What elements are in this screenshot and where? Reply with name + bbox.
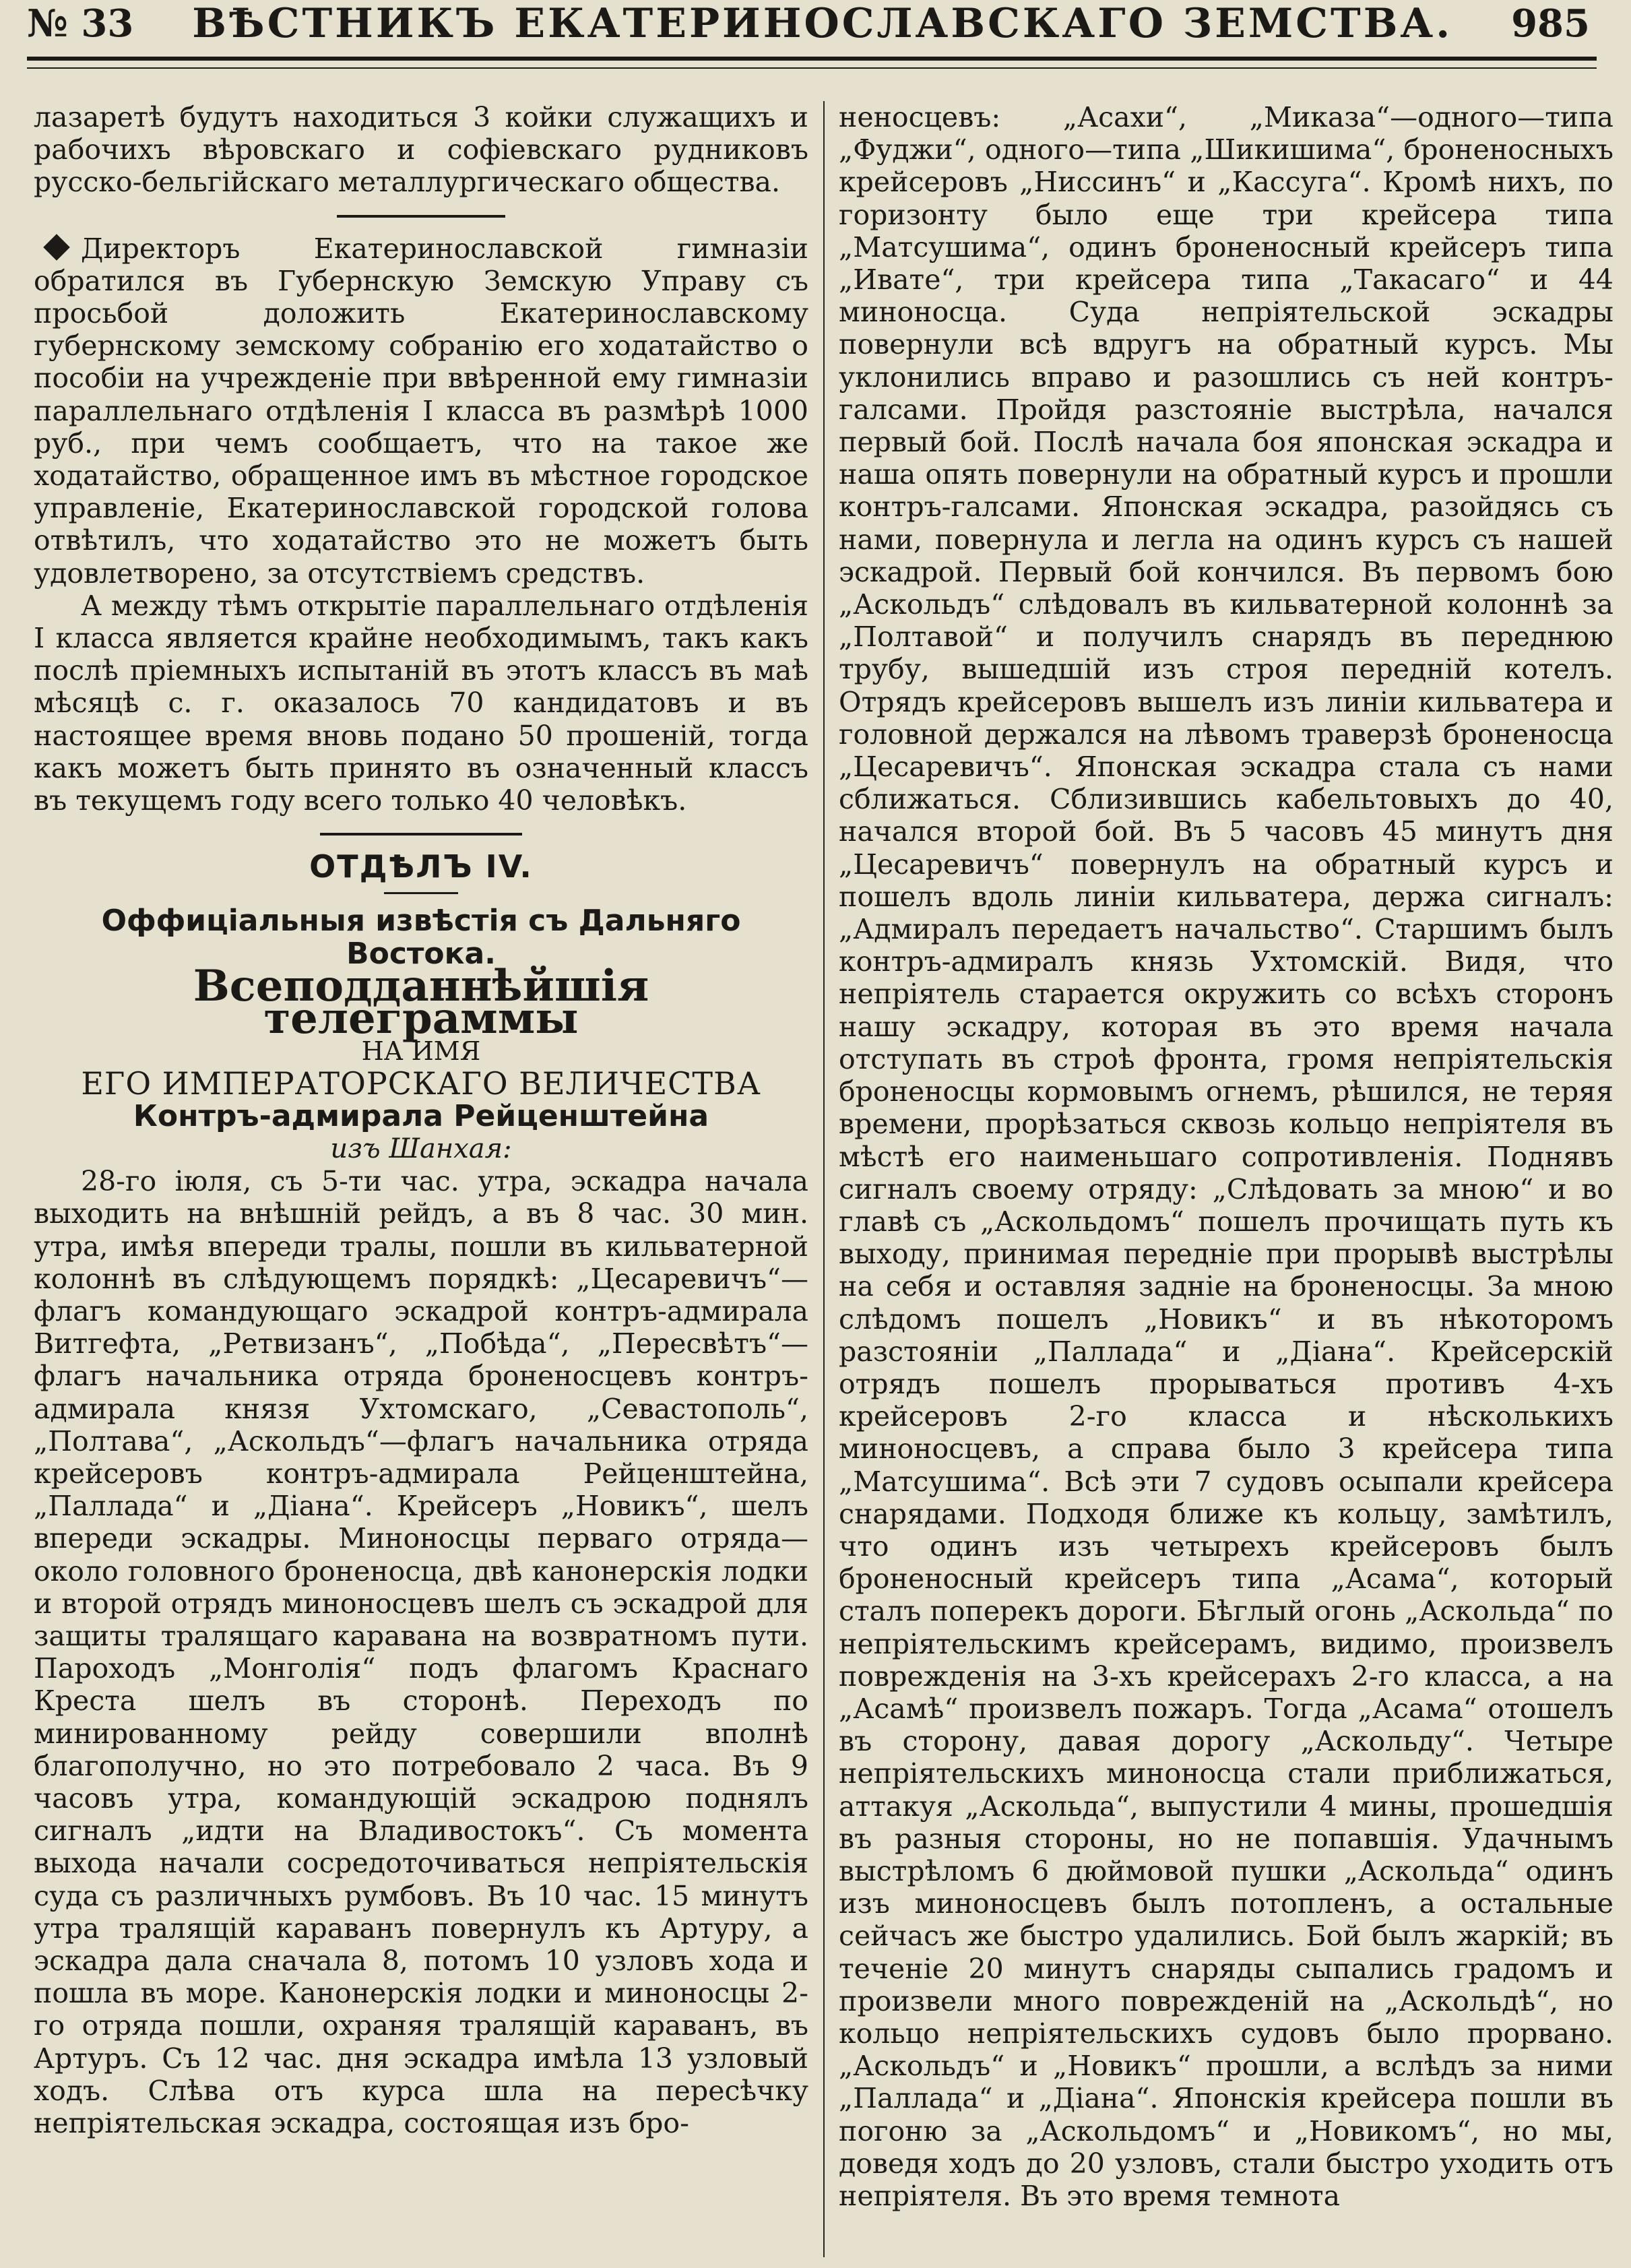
right-column xyxy=(839,101,1613,2212)
section-title: ОТДѢЛЪ IV. xyxy=(309,848,533,885)
title-line: НА ИМЯ xyxy=(361,1036,481,1067)
header-rule-thin xyxy=(27,67,1597,69)
paragraph: неносцевъ: „Асахи“, „Миказа“—одного—типа „Фуджи“, одного—типа „Шикишима“, броненосныхъ крейсеровъ „Ниссинъ“ и „Кассуга“. Кромѣ нихъ, по горизонту было еще три крейсера типа „Матсушима“, одинъ броненосный крейсеръ типа „Ивате“, три крейсера типа „Такасаго“ и 44 миноносца. Суда непріятельской эскадры повернули всѣ вдругъ на обратный курсъ. Мы уклонились вправо и разошлись съ ней контръ-галсами. Пройдя разстояніе выстрѣла, начался первый бой. Послѣ начала боя японская эскадра и наша опять повернули на обратный курсъ и прошли контръ-галсами. Японская эскадра, разойдясь съ нами, повернула и легла на одинъ курсъ съ нашей эскадрой. Первый бой кончился. Въ первомъ бою „Аскольдъ“ слѣдовалъ въ кильватерной колоннѣ за „Полтавой“ и получилъ снарядъ въ переднюю трубу, вышедшій изъ строя передній котелъ. Отрядъ крейсеровъ вышелъ изъ линіи кильватера и головной держался на лѣвомъ траверзѣ броненосца „Цесаревичъ“. Японская эскадра стала съ нами сближаться. Сблизившись кабельтовыхъ до 40, начался второй бой. Въ 5 часовъ 45 минутъ дня „Цесаревичъ“ повернулъ на обратный курсъ и пошелъ вдоль линіи кильватера, держа сигналъ: „Адмиралъ передаетъ начальство“. Старшимъ былъ контръ-адмиралъ князь Ухтомскій. Видя, что непріятель старается окружить со всѣхъ сторонъ нашу эскадру, которая въ это время начала отступать въ строѣ фронта, громя непріятельскія броненосцы кормовымъ огнемъ, рѣшился, не теряя времени, прорѣзаться сквозь кольцо непріятеля въ мѣстѣ его наименьшаго сопротивленія. Поднявъ сигналъ своему отряду: „Слѣдовать за мною“ и во главѣ съ „Аскольдомъ“ пошелъ прочищать путь къ выходу, принимая переднiе при прорывѣ выстрѣлы на себя и оставляя заднiе на броненосцы. За мною слѣдомъ пошелъ „Новикъ“ и въ нѣкоторомъ разстояніи „Паллада“ и „Діана“. Крейсерскій отрядъ пошелъ прорываться противъ 4-хъ крейсеровъ 2-го класса и нѣсколькихъ миноносцевъ, а справа было 3 крейсера типа „Матсушима“. Всѣ эти 7 судовъ осыпали крейсера снарядами. Подходя ближе къ кольцу, замѣтилъ, что одинъ изъ четырехъ крейсеровъ былъ броненосный крейсеръ типа „Асама“, который сталъ поперекъ дороги. Бѣглый огонь „Аскольда“ по непріятельскимъ крейсерамъ, видимо, произвелъ поврежденія на 3-хъ крейсерахъ 2-го класса, а на „Асамѣ“ произвелъ пожаръ. Тогда „Асама“ отошелъ въ сторону, давая дорогу „Аскольду“. Четыре непріятельскихъ миноносца стали приближаться, аттакуя „Аскольда“, выпустили 4 мины, прошедшія въ разныя стороны, но не попавшія. Удачнымъ выстрѣломъ 6 дюймовой пушки „Аскольда“ одинъ изъ миноносцевъ былъ потопленъ, а остальные сейчасъ же быстро удалились. Бой былъ жаркій; въ теченіе 20 минутъ снаряды сыпались градомъ и произвели много поврежденій на „Аскольдѣ“, но кольцо непріятельскихъ судовъ было прорвано. „Аскольдъ“ и „Новикъ“ прошли, а вслѣдъ за ними „Паллада“ и „Діана“. Японскія крейсера пошли въ погоню за „Аскольдомъ“ и „Новикомъ“, но мы, доведя ходъ до 20 узловъ, стали быстро уходить отъ непріятеля. Въ это время темнота xyxy=(839,101,1613,2212)
page-number: 985 xyxy=(1511,1,1590,46)
paragraph-text: Директоръ Екатеринославской гимназіи обратился въ Губернскую Земскую Управу съ просьбой доложить Екатеринославскому губернскому земскому собранію его ходатайство о пособіи на учрежденіе при ввѣренной ему гимназіи параллельнаго отдѣленія I класса въ размѣрѣ 1000 руб., при чемъ сообщаетъ, что на такое же ходатайство, обращенное имъ въ мѣстное городское управленіе, Екатеринославской городской голова отвѣтилъ, что ходатайство это не можетъ быть удовлетворено, за отсутствіемъ средствъ. xyxy=(34,232,808,590)
paragraph xyxy=(34,232,808,590)
author-line: Контръ-адмирала Рейценштейна xyxy=(133,1098,709,1133)
paragraph: лазаретѣ будутъ находиться 3 койки служащихъ и рабочихъ вѣровскаго и софіевскаго рудниковъ русско-бельгійскаго металлургическаго общества. xyxy=(34,101,808,199)
left-column xyxy=(34,101,808,2139)
issue-number: № 33 xyxy=(27,1,134,46)
column-divider xyxy=(823,101,825,2257)
origin-line: изъ Шанхая: xyxy=(330,1133,512,1164)
page-header xyxy=(27,0,1590,47)
title-line: ЕГО ИМПЕРАТОРСКАГО ВЕЛИЧЕСТВА xyxy=(81,1065,761,1102)
diamond-bullet-icon xyxy=(43,234,70,261)
header-rule xyxy=(27,57,1597,61)
publication-title: ВѢСТНИКЪ ЕКАТЕРИНОСЛАВСКАГО ЗЕМСТВА. xyxy=(192,0,1453,47)
divider xyxy=(320,833,522,836)
paragraph: А между тѣмъ открытіе параллельнаго отдѣленія I класса является крайне необходимымъ, такъ какъ послѣ пріемныхъ испытаній въ этотъ классъ въ маѣ мѣсяцѣ с. г. оказалось 70 кандидатовъ и въ настоящее время вновь подано 50 прошеній, тогда какъ можетъ быть принято въ означенный классъ въ текущемъ году всего только 40 человѣкъ. xyxy=(34,589,808,817)
section-subheading: Оффиціальныя извѣстія съ Дальняго Востока. xyxy=(101,904,741,971)
paragraph: 28-го іюля, съ 5-ти час. утра, эскадра начала выходить на внѣшній рейдъ, а въ 8 час. 30 мин. утра, имѣя впереди тралы, пошли въ кильватерной колоннѣ въ слѣдующемъ порядкѣ: „Цесаревичъ“—флагъ командующаго эскадрой контръ-адмирала Витгефта, „Ретвизанъ“, „Побѣда“, „Пересвѣтъ“—флагъ начальника отряда броненосцевъ контръ-адмирала князя Ухтомскаго, „Севастополь“, „Полтава“, „Аскольдъ“—флагъ начальника отряда крейсеровъ контръ-адмирала Рейценштейна, „Паллада“ и „Діана“. Крейсеръ „Новикъ“, шелъ впереди эскадры. Миноносцы перваго отряда— около головного броненосца, двѣ канонерскія лодки и второй отрядъ миноносцевъ шелъ съ эскадрой для защиты тралящаго каравана на возвратномъ пути. Пароходъ „Монголія“ подъ флагомъ Краснаго Креста шелъ въ сторонѣ. Переходъ по минированному рейду совершили вполнѣ благополучно, но это потребовало 2 часа. Въ 9 часовъ утра, командующій эскадрою поднялъ сигналъ „идти на Владивостокъ“. Съ момента выхода начали сосредоточиваться непріятельскія суда съ различныхъ румбовъ. Въ 10 час. 15 минутъ утра тралящій караванъ повернулъ къ Артуру, а эскадра дала сначала 8, потомъ 10 узловъ хода и пошла въ море. Канонерскія лодки и миноносцы 2-го отряда пошли, охраняя тралящій караванъ, въ Артуръ. Съ 12 час. дня эскадра имѣла 13 узловый ходъ. Слѣва отъ курса шла на пересѣчку непріятельская эскадра, состоящая изъ бро- xyxy=(34,1165,808,2139)
divider xyxy=(337,215,505,218)
article-title: Всеподданнѣйшія телеграммы xyxy=(193,960,649,1044)
divider xyxy=(384,892,458,894)
